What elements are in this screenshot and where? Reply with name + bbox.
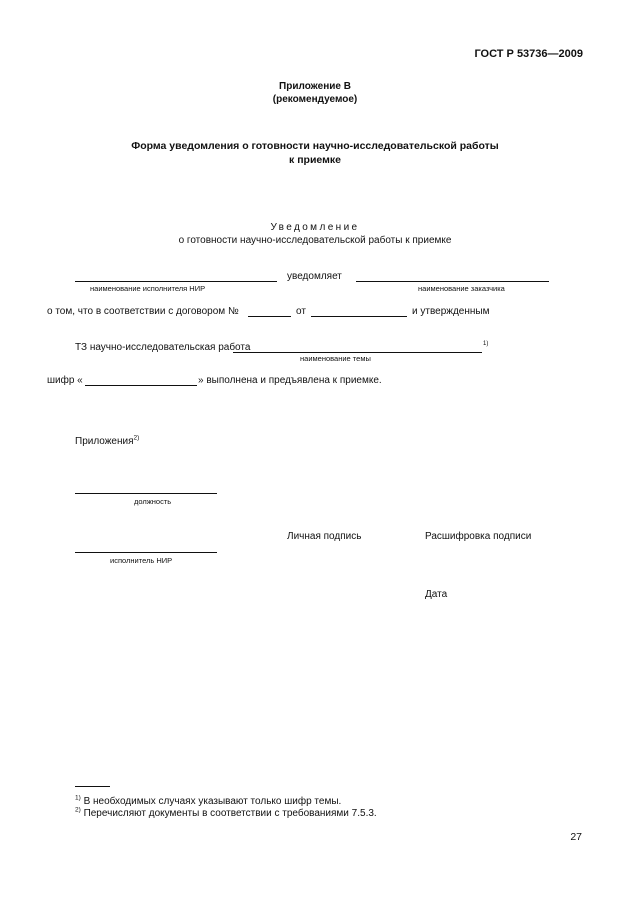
customer-caption: наименование заказчика <box>418 284 505 293</box>
topic-line <box>233 352 482 353</box>
cipher-line <box>85 385 197 386</box>
contract-prefix: о том, что в соответствии с договором № <box>47 306 239 317</box>
date-label: Дата <box>425 589 448 600</box>
footnote-1: $^{1)}$ В необходимых случаях указывают только шифр темы. <box>75 794 342 807</box>
executor-line <box>75 281 277 282</box>
executor-sign-caption: исполнитель НИР <box>110 556 173 565</box>
topic-caption: наименование темы <box>300 354 371 363</box>
form-title-line1: Форма уведомления о готовности научно-исследовательской работы <box>131 140 499 152</box>
cipher-suffix: » выполнена и предъявлена к приемке. <box>198 375 382 386</box>
customer-line <box>356 281 549 282</box>
notice-heading: Уведомление <box>270 222 360 233</box>
footnote-separator <box>75 786 110 787</box>
executor-caption: наименование исполнителя НИР <box>90 284 206 293</box>
contract-number-line <box>248 316 291 317</box>
form-title-line2: к приемке <box>289 154 341 166</box>
appendix-status: (рекомендуемое) <box>272 94 358 105</box>
standard-number: ГОСТ Р 53736—2009 <box>474 48 583 60</box>
tz-label: ТЗ научно-исследовательская работа <box>75 342 251 353</box>
contract-from: от <box>296 306 306 317</box>
cipher-prefix: шифр « <box>47 375 83 386</box>
signature-label: Личная подпись <box>287 531 362 542</box>
appendix-title: Приложение В <box>279 81 351 92</box>
notice-subheading: о готовности научно-исследовательской работы к приемке <box>178 235 452 246</box>
position-line <box>75 493 217 494</box>
footnote-2: $^{2)}$ Перечисляют документы в соответствии с требованиями 7.5.3. <box>75 806 377 819</box>
position-caption: должность <box>134 497 172 506</box>
executor-sign-line <box>75 552 217 553</box>
page-number: 27 <box>570 831 582 843</box>
tz-footnote-mark: 1) <box>483 341 489 347</box>
contract-approved: и утвержденным <box>412 306 490 317</box>
decoding-label: Расшифровка подписи <box>425 531 532 542</box>
contract-date-line <box>311 316 407 317</box>
attachments-label: Приложения$^{2)}$ <box>75 434 140 447</box>
notifies-text: уведомляет <box>287 271 342 282</box>
